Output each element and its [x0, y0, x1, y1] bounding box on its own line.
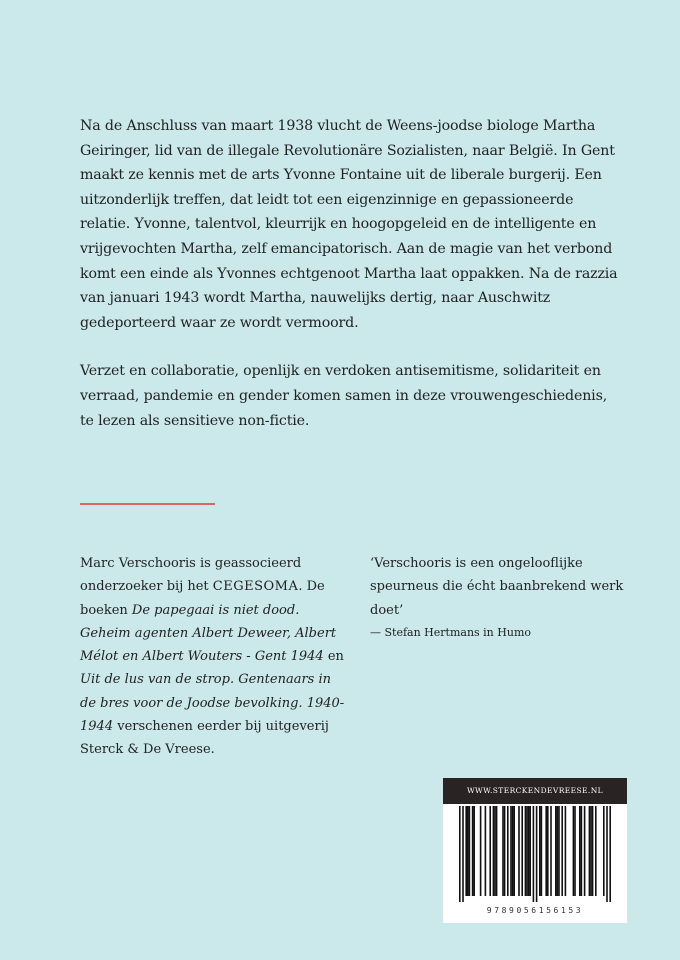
barcode-bar — [547, 806, 549, 896]
barcode-bar — [510, 806, 512, 896]
barcode-panel — [443, 778, 627, 923]
barcode-bar — [609, 806, 611, 902]
barcode-bar — [529, 806, 531, 896]
barcode-bar — [589, 806, 591, 896]
barcode-bar — [496, 806, 498, 896]
publisher-website: WWW.STERCKENDEVREESE.NL — [443, 778, 627, 804]
barcode-bar — [536, 806, 538, 902]
divider-line — [80, 503, 215, 505]
barcode-bar — [528, 806, 530, 896]
barcode-bar — [595, 806, 597, 896]
barcode-bar — [469, 806, 471, 896]
barcode-bar — [459, 806, 461, 902]
barcode-bar — [550, 806, 552, 896]
isbn-barcode — [443, 804, 627, 904]
barcode-bar — [555, 806, 557, 896]
barcode-bar — [462, 806, 464, 902]
review-quote — [370, 552, 640, 644]
barcode-bar — [485, 806, 487, 896]
barcode-bar — [513, 806, 515, 896]
barcode-bar — [472, 806, 474, 896]
barcode-bar — [480, 806, 482, 896]
bio-intro: Marc Verschooris is geassocieerd onderzoeker bij het — [80, 556, 302, 595]
author-bio — [80, 552, 350, 762]
bio-book-title-1: De papegaai is niet dood. Geheim agenten Albert Deweer, Albert Mélot en Albert Wouters - Gent 1944 — [80, 602, 337, 665]
quote-attribution: — Stefan Hertmans in Humo — [370, 625, 531, 639]
bio-and: en — [323, 649, 344, 665]
barcode-bar — [541, 806, 543, 896]
barcode-bar — [573, 806, 575, 896]
barcode-bar — [581, 806, 583, 896]
bio-books-lead: . De boeken — [80, 579, 325, 618]
barcode-bar — [590, 806, 592, 896]
barcode-bar — [512, 806, 514, 896]
quote-text: ‘Verschooris is een ongelooflijke speurneus die écht baanbrekend werk doet’ — [370, 556, 624, 618]
barcode-bar — [465, 806, 467, 896]
barcode-bar — [579, 806, 581, 896]
barcode-bar — [494, 806, 496, 896]
barcode-bar — [592, 806, 594, 896]
barcode-bar — [561, 806, 563, 896]
barcode-bar — [603, 806, 605, 896]
barcode-bar — [539, 806, 541, 896]
barcode-bar — [493, 806, 495, 896]
barcode-bar — [525, 806, 527, 896]
barcode-bar — [584, 806, 586, 896]
barcode-bar — [507, 806, 509, 896]
barcode-bar — [502, 806, 504, 896]
barcode-bar — [565, 806, 567, 896]
bio-institute: CEGESOMA — [212, 579, 299, 595]
blurb-paragraph-2: Verzet en collaboratie, openlijk en verdoken antisemitisme, solidariteit en verraad, pandemie en gender komen samen in deze vrouwengeschiedenis, te lezen als sensitieve non-fictie. — [80, 363, 608, 429]
barcode-bar — [518, 806, 520, 896]
back-cover-blurb — [80, 114, 620, 433]
blurb-paragraph-1: Na de Anschluss van maart 1938 vlucht de Weens-joodse biologe Martha Geiringer, lid van de illegale Revolutionäre Sozialisten, naar België. In Gent maakt ze kennis met de arts Yvonne Fontaine uit de liberale burgerij. Een uitzonderlijk treffen, dat leidt tot een eigenzinnige en gepassioneerde relatie. Yvonne, talentvol, kleurrijk en hoogopgeleid en de intelligente en vrijgevochten Martha, zelf emancipatorisch. Aan de magie van het verbond komt een einde als Yvonnes echtgenoot Martha laat oppakken. Na de razzia van januari 1943 wordt Martha, nauwelijks dertig, naar Auschwitz gedeporteerd waar ze wordt vermoord. — [80, 118, 618, 331]
barcode-bar — [558, 806, 560, 896]
barcode-bar — [521, 806, 523, 896]
barcode-bar — [574, 806, 576, 896]
barcode-bar — [489, 806, 491, 896]
barcode-bar — [533, 806, 535, 902]
isbn-number: 9789056156153 — [486, 906, 584, 915]
barcode-bar — [545, 806, 547, 896]
barcode-bar — [606, 806, 608, 902]
barcode-bar — [557, 806, 559, 896]
barcode-bar — [526, 806, 528, 896]
barcode-bar — [473, 806, 475, 896]
bio-outro: verschenen eerder bij uitgeverij Sterck & De Vreese. — [80, 719, 329, 758]
barcode-bar — [504, 806, 506, 896]
bio-book-title-2: Uit de lus van de strop. Gentenaars in de bres voor de Joodse bevolking. 1940-1944 — [80, 672, 345, 735]
barcode-bar — [467, 806, 469, 896]
